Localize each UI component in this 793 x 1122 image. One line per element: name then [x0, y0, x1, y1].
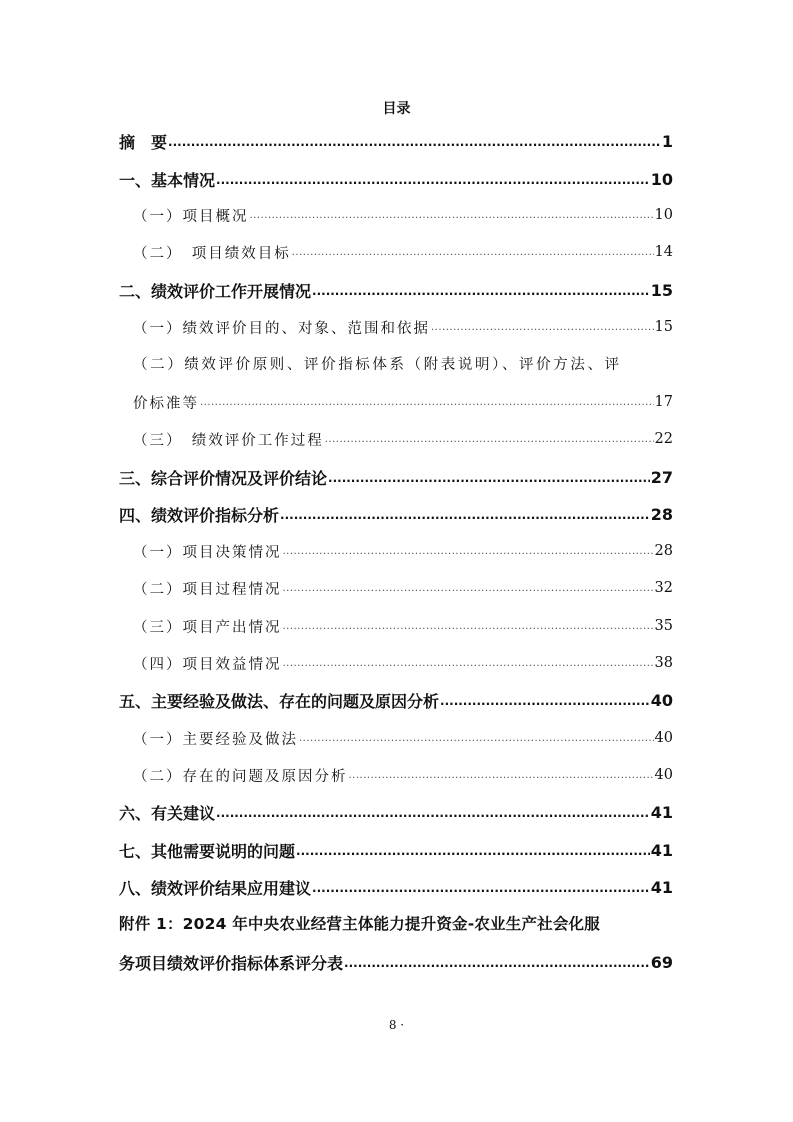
- toc-entry-page: 40: [654, 730, 673, 746]
- dot-leader: [325, 434, 654, 446]
- dot-leader: [328, 471, 650, 485]
- toc-entry-section-4[interactable]: [119, 499, 673, 529]
- toc-entry-section-2-3[interactable]: [133, 424, 673, 454]
- toc-entry-page: 40: [654, 767, 673, 783]
- toc-entry-page: 41: [650, 802, 673, 822]
- toc-entry-label: （一）绩效评价目的、对象、范围和依据: [133, 320, 430, 337]
- toc-entry-page: 38: [654, 655, 673, 671]
- toc-entry-section-2-2[interactable]: [133, 387, 673, 417]
- dot-leader: [280, 508, 650, 522]
- toc-entry-page: 28: [654, 543, 673, 559]
- toc-entry-abstract[interactable]: [119, 126, 673, 156]
- toc-entry-page: 15: [650, 280, 673, 300]
- toc-entry-section-5[interactable]: [119, 685, 673, 715]
- toc-entry-section-5-1[interactable]: [133, 723, 673, 753]
- toc-entry-label: 六、有关建议: [119, 803, 216, 823]
- dot-leader: [250, 210, 654, 222]
- toc-entry-page: 32: [654, 580, 673, 596]
- toc-entry-page: 1: [661, 131, 673, 151]
- toc-entry-label: （二） 项目绩效目标: [133, 245, 291, 262]
- dot-leader: [283, 658, 654, 670]
- dot-leader: [292, 247, 654, 259]
- dot-leader: [312, 881, 650, 895]
- toc-entry-section-7[interactable]: [119, 835, 673, 865]
- toc-entry-page: 41: [650, 877, 673, 897]
- dot-leader: [296, 844, 650, 858]
- toc-entry-section-5-2[interactable]: [133, 760, 673, 790]
- toc-entry-appendix-1[interactable]: [119, 947, 673, 977]
- dot-leader: [299, 733, 654, 745]
- toc-entry-label: 三、综合评价情况及评价结论: [119, 468, 328, 488]
- toc-entry-section-2-1[interactable]: [133, 312, 673, 342]
- toc-entry-section-2-2-line1[interactable]: （二）绩效评价原则、评价指标体系（附表说明）、评价方法、评: [133, 357, 622, 373]
- toc-entry-label: 八、绩效评价结果应用建议: [119, 878, 312, 898]
- toc-entry-page: 10: [654, 207, 673, 223]
- toc-entry-label: （二）存在的问题及原因分析: [133, 768, 348, 785]
- toc-entry-section-1[interactable]: [119, 164, 673, 194]
- toc-entry-page: 17: [654, 394, 673, 410]
- page-title: 目录: [382, 101, 411, 117]
- toc-entry-section-4-3[interactable]: [133, 611, 673, 641]
- toc-entry-label: 务项目绩效评价指标体系评分表: [119, 953, 344, 973]
- toc-entry-section-1-2[interactable]: [133, 237, 673, 267]
- toc-entry-section-1-1[interactable]: [133, 200, 673, 230]
- toc-entry-label: （三） 绩效评价工作过程: [133, 432, 324, 449]
- dot-leader: [349, 770, 654, 782]
- toc-entry-page: 15: [654, 319, 673, 335]
- dot-leader: [440, 694, 650, 708]
- toc-entry-label: （三）项目产出情况: [133, 619, 282, 636]
- toc-entry-page: 27: [650, 467, 673, 487]
- toc-entry-label: （一）项目概况: [133, 208, 249, 225]
- toc-entry-section-8[interactable]: [119, 872, 673, 902]
- toc-entry-label: （一）主要经验及做法: [133, 731, 298, 748]
- toc-entry-label: 价标准等: [133, 395, 199, 412]
- toc-entry-section-2[interactable]: [119, 275, 673, 305]
- dot-leader: [344, 956, 650, 970]
- toc-entry-label: 四、绩效评价指标分析: [119, 505, 280, 525]
- toc-entry-page: 69: [650, 952, 673, 972]
- toc-entry-label: 一、基本情况: [119, 170, 216, 190]
- dot-leader: [283, 583, 654, 595]
- toc-entry-page: 22: [654, 431, 673, 447]
- dot-leader: [200, 397, 654, 409]
- toc-entry-section-6[interactable]: [119, 797, 673, 827]
- toc-entry-page: 28: [650, 504, 673, 524]
- toc-entry-label: 摘 要: [119, 132, 168, 152]
- toc-entry-label: 七、其他需要说明的问题: [119, 841, 296, 861]
- dot-leader: [312, 284, 650, 298]
- dot-leader: [283, 546, 654, 558]
- dot-leader: [216, 806, 650, 820]
- dot-leader: [283, 621, 654, 633]
- toc-entry-label: （一）项目决策情况: [133, 544, 282, 561]
- toc-entry-page: 41: [650, 840, 673, 860]
- page-number-footer: 8 ·: [388, 1018, 405, 1032]
- toc-entry-label: （四）项目效益情况: [133, 656, 282, 673]
- toc-entry-section-3[interactable]: [119, 462, 673, 492]
- toc-entry-section-4-4[interactable]: [133, 648, 673, 678]
- toc-entry-section-4-1[interactable]: [133, 536, 673, 566]
- toc-entry-appendix-1-line1[interactable]: 附件 1：2024 年中央农业经营主体能力提升资金-农业生产社会化服: [119, 915, 600, 933]
- dot-leader: [431, 322, 654, 334]
- toc-entry-label: （二）项目过程情况: [133, 581, 282, 598]
- dot-leader: [216, 173, 650, 187]
- toc-entry-page: 35: [654, 618, 673, 634]
- toc-entry-page: 10: [650, 169, 673, 189]
- toc-entry-label: 五、主要经验及做法、存在的问题及原因分析: [119, 691, 440, 711]
- dot-leader: [168, 135, 661, 149]
- toc-entry-page: 40: [650, 690, 673, 710]
- toc-entry-page: 14: [654, 244, 673, 260]
- toc-entry-section-4-2[interactable]: [133, 573, 673, 603]
- toc-entry-label: 二、绩效评价工作开展情况: [119, 281, 312, 301]
